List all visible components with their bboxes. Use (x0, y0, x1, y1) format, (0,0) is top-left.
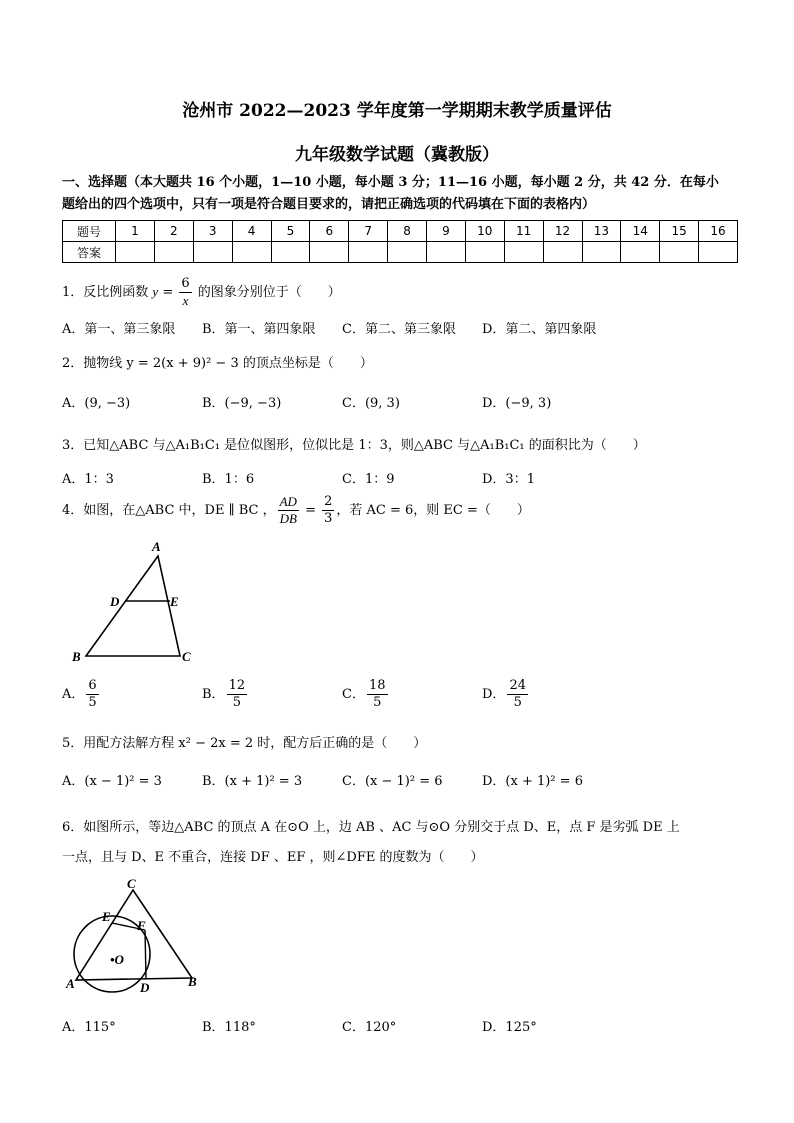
q2-option-c: C．(9, 3) (342, 396, 400, 411)
answer-cell[interactable] (621, 242, 660, 263)
answer-cell[interactable] (465, 242, 504, 263)
section-instructions (62, 172, 742, 216)
answer-cell[interactable] (310, 242, 349, 263)
q4-option-a (62, 678, 101, 711)
answer-cell[interactable] (543, 242, 582, 263)
question-6-stem-line-1: 6．如图所示，等边△ABC 的顶点 A 在⊙O 上，边 AB 、AC 与⊙O 分别交于点 D、E，点 F 是劣弧 DE 上 (62, 820, 680, 835)
q4-equals: = (300, 503, 321, 518)
q4-option-b-letter: B． (202, 687, 225, 702)
q4-option-a-denominator: 5 (88, 695, 97, 710)
exam-title: 沧州市 2022—2023 学年度第一学期期末教学质量评估 (182, 101, 612, 121)
point-d-label: D (140, 980, 150, 995)
point-a-label: A (152, 539, 161, 554)
q4-option-c-letter: C． (342, 687, 365, 702)
q4-ratio-fraction (278, 494, 299, 527)
q4-option-a-numerator: 6 (88, 678, 97, 693)
table-cell-number: 8 (388, 221, 427, 242)
q3-option-d: D．3：1 (482, 472, 535, 487)
q5-option-c: C．(x − 1)² = 6 (342, 774, 443, 789)
answer-cell[interactable] (699, 242, 738, 263)
q4-option-c (342, 678, 390, 711)
exam-subtitle: 九年级数学试题（冀教版） (295, 145, 499, 165)
q4-option-b (202, 678, 249, 711)
q5-option-a: A．(x − 1)² = 3 (62, 774, 162, 789)
q3-option-c: C．1：9 (342, 472, 395, 487)
answer-cell[interactable] (271, 242, 310, 263)
question-1-stem (62, 276, 341, 309)
q6-option-a: A．115° (62, 1020, 116, 1035)
instructions-line-2: 题给出的四个选项中，只有一项是符合题目要求的，请把正确选项的代码填在下面的表格内） (62, 197, 596, 212)
table-header-question-number: 题号 (63, 221, 116, 242)
q1-variable: y (152, 284, 159, 299)
point-c-label: C (127, 876, 136, 891)
q6-option-d: D．125° (482, 1020, 537, 1035)
point-d-label: D (110, 594, 120, 609)
answer-cell[interactable] (660, 242, 699, 263)
question-3-stem: 3．已知△ABC 与△A₁B₁C₁ 是位似图形，位似比是 1：3，则△ABC 与△A₁B₁C₁ 的面积比为（ ） (62, 438, 646, 453)
q1-prefix: 1．反比例函数 (62, 285, 153, 300)
q1-denominator: x (182, 293, 189, 308)
q4-prefix: 4．如图，在△ABC 中，DE ∥ BC ， (62, 503, 276, 518)
q4-option-d (482, 678, 530, 711)
table-cell-number: 9 (427, 221, 466, 242)
q4-ratio-numerator: AD (279, 494, 297, 509)
q1-fraction (179, 276, 191, 309)
point-b-label: B (188, 974, 197, 989)
center-o-label: •O (110, 952, 124, 967)
q5-option-d: D．(x + 1)² = 6 (482, 774, 583, 789)
triangle-abc-figure (68, 536, 200, 666)
q3-option-b: B．1：6 (202, 472, 255, 487)
table-cell-number: 3 (193, 221, 232, 242)
q2-option-b: B．(−9, −3) (202, 396, 282, 411)
q4-ratio-denominator: DB (279, 511, 297, 526)
q2-option-d: D．(−9, 3) (482, 396, 552, 411)
table-cell-number: 10 (465, 221, 504, 242)
q1-suffix: 的图象分别位于（ ） (193, 285, 341, 300)
q4-suffix: ，若 AC = 6，则 EC =（ ） (336, 503, 530, 518)
table-cell-number: 7 (349, 221, 388, 242)
point-e-label: E (170, 594, 179, 609)
q6-option-c: C．120° (342, 1020, 397, 1035)
question-4-stem (62, 494, 530, 527)
q4-option-d-letter: D． (482, 687, 506, 702)
q4-value-numerator: 2 (324, 494, 333, 509)
table-cell-number: 4 (232, 221, 271, 242)
table-cell-number: 2 (154, 221, 193, 242)
q5-option-b: B．(x + 1)² = 3 (202, 774, 303, 789)
question-2-stem: 2．抛物线 y = 2(x + 9)² − 3 的顶点坐标是（ ） (62, 356, 373, 371)
table-cell-number: 1 (116, 221, 155, 242)
q4-option-b-numerator: 12 (228, 678, 246, 693)
answer-cell[interactable] (193, 242, 232, 263)
q1-option-c: C．第二、第三象限 (342, 322, 456, 337)
q4-option-d-numerator: 24 (509, 678, 526, 693)
q1-numerator: 6 (181, 276, 190, 291)
q1-equals: = (158, 285, 178, 300)
answer-table-number-row (63, 221, 738, 242)
q1-option-a: A．第一、第三象限 (62, 322, 176, 337)
segment-df (145, 930, 146, 979)
q4-value-fraction (322, 494, 334, 527)
q4-option-b-denominator: 5 (232, 695, 241, 710)
answer-cell[interactable] (116, 242, 155, 263)
table-cell-number: 13 (582, 221, 621, 242)
question-5-stem: 5．用配方法解方程 x² − 2x = 2 时，配方后正确的是（ ） (62, 736, 427, 751)
point-f-label: F (137, 918, 146, 933)
answer-cell[interactable] (427, 242, 466, 263)
answer-table-answer-row (63, 242, 738, 263)
q2-option-a: A．(9, −3) (62, 396, 131, 411)
table-cell-number: 16 (699, 221, 738, 242)
answer-cell[interactable] (349, 242, 388, 263)
q4-option-c-numerator: 18 (368, 678, 386, 693)
table-cell-number: 14 (621, 221, 660, 242)
q4-value-denominator: 3 (324, 511, 333, 526)
table-header-answer: 答案 (63, 242, 116, 263)
table-cell-number: 6 (310, 221, 349, 242)
answer-cell[interactable] (388, 242, 427, 263)
triangle-abc-outline (86, 556, 180, 656)
q1-option-b: B．第一、第四象限 (202, 322, 316, 337)
q3-option-a: A．1：3 (62, 472, 114, 487)
q4-option-a-letter: A． (62, 687, 85, 702)
table-cell-number: 12 (543, 221, 582, 242)
point-c-label: C (182, 649, 191, 664)
point-b-label: B (72, 649, 81, 664)
instructions-line-1: 一、选择题（本大题共 16 个小题，1—10 小题，每小题 3 分；11—16 小题，每小题 2 分，共 42 分．在每小 (62, 175, 719, 190)
point-a-label: A (66, 976, 75, 991)
q4-option-d-denominator: 5 (513, 695, 522, 710)
triangle-abc-equilateral (76, 890, 192, 980)
q4-option-c-denominator: 5 (373, 695, 382, 710)
point-e-label: E (102, 909, 111, 924)
table-cell-number: 11 (504, 221, 543, 242)
table-cell-number: 5 (271, 221, 310, 242)
q1-option-d: D．第二、第四象限 (482, 322, 597, 337)
answer-cell[interactable] (154, 242, 193, 263)
answer-table (62, 220, 738, 263)
answer-cell[interactable] (582, 242, 621, 263)
table-cell-number: 15 (660, 221, 699, 242)
answer-cell[interactable] (232, 242, 271, 263)
answer-cell[interactable] (504, 242, 543, 263)
question-6-stem-line-2: 一点，且与 D、E 不重合，连接 DF 、EF ，则∠DFE 的度数为（ ） (62, 850, 484, 865)
q6-option-b: B．118° (202, 1020, 256, 1035)
circle-triangle-figure (64, 876, 214, 998)
